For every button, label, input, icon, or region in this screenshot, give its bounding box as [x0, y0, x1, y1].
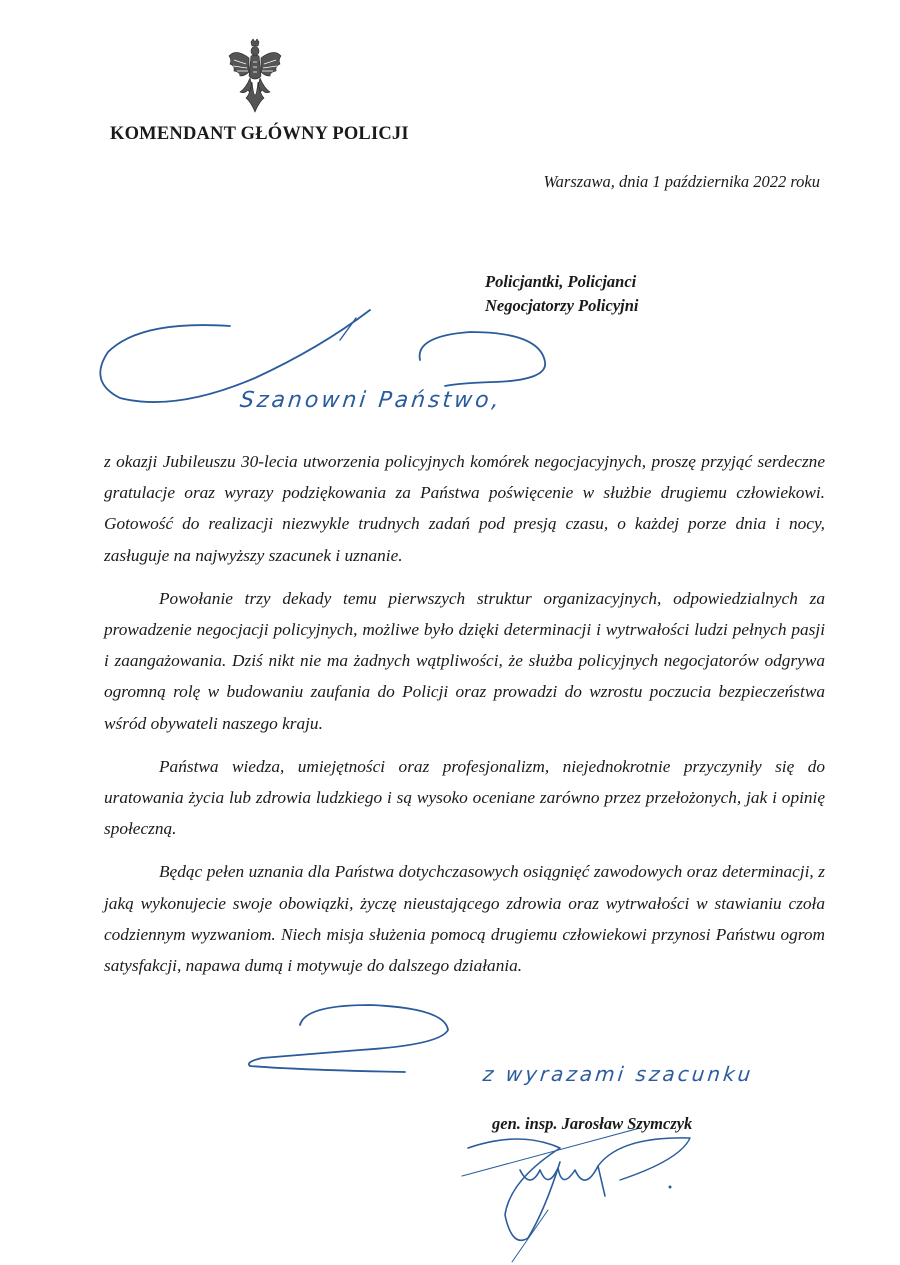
- issuer-heading: KOMENDANT GŁÓWNY POLICJI: [110, 124, 409, 144]
- addressee-block: [485, 270, 639, 318]
- signature-line-2: [512, 1210, 548, 1262]
- signature-scrawl-2: [520, 1166, 605, 1196]
- polish-eagle-emblem-icon: [226, 38, 284, 114]
- letter-body: [104, 446, 825, 993]
- signatory-name: gen. insp. Jarosław Szymczyk: [492, 1114, 693, 1133]
- paragraph-4: Będąc pełen uznania dla Państwa dotychczasowych osiągnięć zawodowych oraz determinacji, z jaką wykonujecie swoje obowiązki, życzę nieustającego zdrowia oraz wytrwałości w stawianiu czoła codziennym wyzwaniom. Niech misja służenia pomocą drugiemu człowiekowi przynosi Państwu ogrom satysfakcji, napawa dumą i motywuje do dalszego działania.: [104, 862, 825, 976]
- signature-scrawl: [468, 1139, 560, 1240]
- date-line: Warszawa, dnia 1 października 2022 roku: [543, 172, 820, 191]
- paragraph-1: z okazji Jubileuszu 30-lecia utworzenia policyjnych komórek negocjacyjnych, proszę przyjąć serdeczne gratulacje oraz wyrazy podziękowania za Państwa poświęcenie w służbie drugiemu człowiekowi. Gotowość do realizacji niezwykle trudnych zadań pod presją czasu, o każdej porze dnia i nocy, zasługuje na najwyższy szacunek i uznanie.: [104, 452, 825, 565]
- salutation-s-tick: [340, 318, 356, 340]
- closing-phrase: z wyrazami szacunku: [481, 1062, 755, 1086]
- signature-scrawl-3: [598, 1138, 690, 1180]
- paragraph-2: Powołanie trzy dekady temu pierwszych struktur organizacyjnych, odpowiedzialnych za prowadzenie negocjacji policyjnych, możliwe było dzięki determinacji i wytrwałości ludzi pełnych pasji i zaangażowania. Dziś nikt nie ma żadnych wątpliwości, że służba policyjnych negocjatorów odgrywa ogromną rolę w budowaniu zaufania do Policji oraz prowadzi do wzrostu poczucia bezpieczeństwa wśród obywateli naszego kraju.: [104, 588, 825, 733]
- paragraph-3: Państwa wiedza, umiejętności oraz profesjonalizm, niejednokrotnie przyczyniły się do uratowania życia lub zdrowia ludzkiego i są wysoko oceniane zarówno przez przełożonych, jak i opinię społeczną.: [104, 756, 825, 839]
- salutation-p-loop: [420, 332, 546, 386]
- signature-line: [462, 1128, 640, 1176]
- addressee-line-1: Policjantki, Policjanci: [485, 272, 637, 291]
- salutation: Szanowni Państwo,: [238, 388, 503, 413]
- addressee-line-2: Negocjatorzy Policyjni: [485, 296, 639, 315]
- closing-z-loop: [249, 1005, 448, 1072]
